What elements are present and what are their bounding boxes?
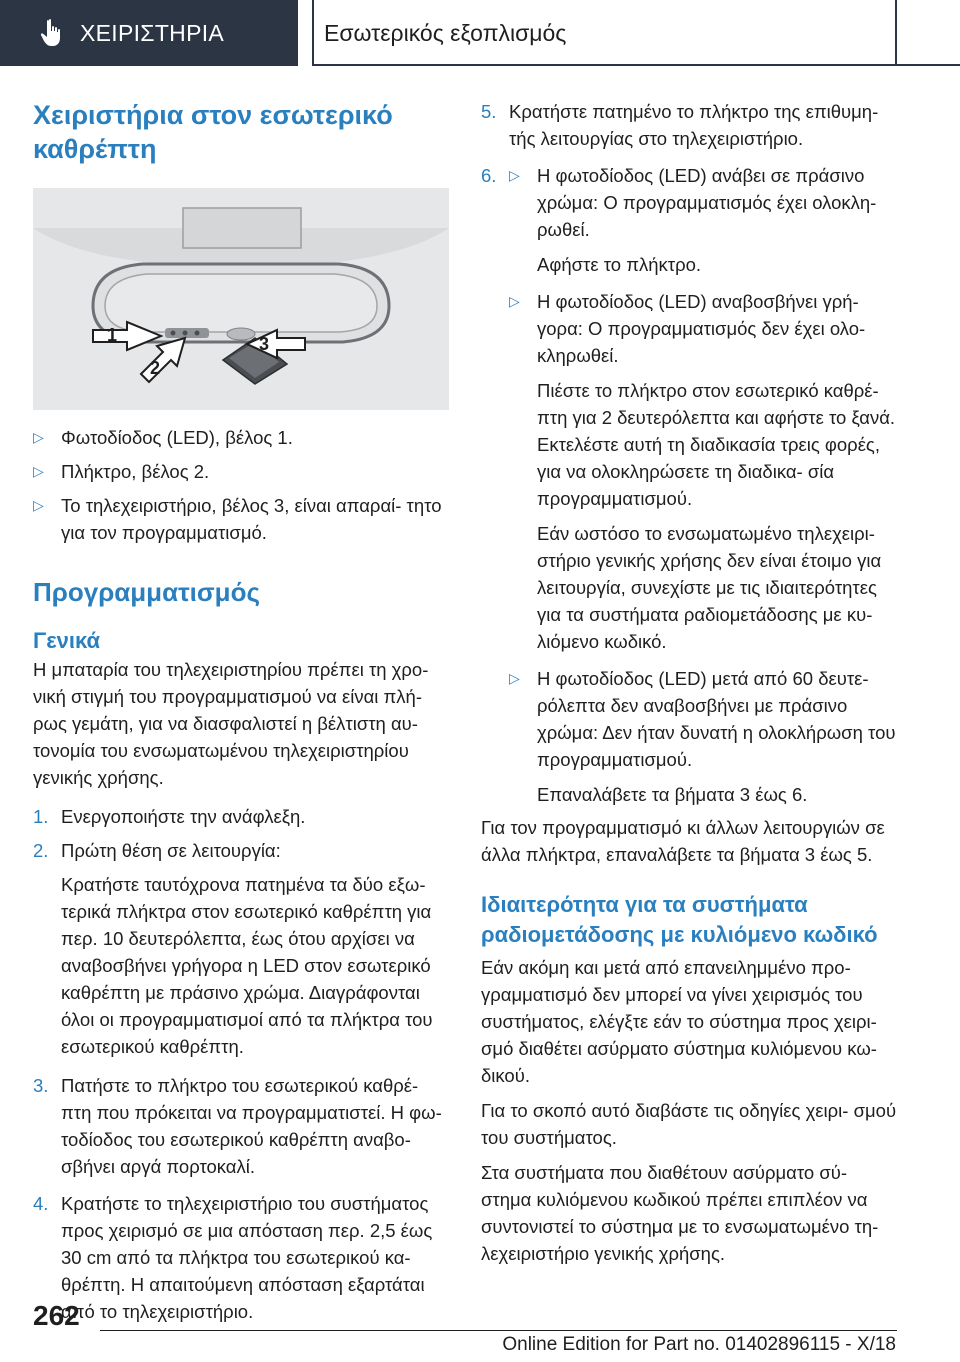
header-underline — [312, 64, 960, 66]
step-2 — [33, 837, 449, 864]
page-title: Χειριστήρια στον εσωτερικό καθρέπτη — [33, 100, 393, 164]
bullet-triangle-icon: ▷ — [509, 670, 520, 686]
step-number: 1. — [33, 806, 49, 827]
step-3 — [33, 1072, 449, 1180]
hand-pointer-icon — [40, 18, 66, 48]
step-number: 4. — [33, 1193, 49, 1214]
step-number: 6. — [481, 165, 497, 186]
chapter-tab-label: ΧΕΙΡΙΣΤΗΡΙΑ — [80, 19, 225, 46]
result-bullet-no-green — [481, 665, 897, 773]
result-bullet-text: Η φωτοδίοδος (LED) αναβοσβήνει γρή‐ γορα: Ο προγραμματισμός δεν έχει ολο‐ κληρωθεί. — [537, 291, 866, 366]
fast-blink-note-1: Πιέστε το πλήκτρο στον εσωτερικό καθρέ‐ πτη για 2 δευτερόλεπτα και αφήστε το ξανά. Εκτελέστε αυτή τη διαδικασία τρεις φορές, για να ολοκληρώσετε τη διαδικα‐ σία προγραμματισμού. — [537, 380, 896, 509]
bullet-triangle-icon: ▷ — [33, 429, 44, 445]
no-green-note: Επαναλάβετε τα βήματα 3 έως 6. — [537, 784, 808, 805]
step-text: Πρώτη θέση σε λειτουργία: — [61, 840, 281, 861]
header-gap — [298, 0, 312, 66]
step-number: 5. — [481, 101, 497, 122]
left-column — [33, 98, 449, 1325]
figure-bullet-led — [33, 424, 449, 451]
rolling-code-paragraph-3: Στα συστήματα που διαθέτουν ασύρματο σύ‐ στημα κυλιόμενου κωδικού πρέπει επιπλέον να συντονιστεί το σύστημα με το ενσωματωμένο τη‐ λεχειριστήριο γενικής χρήσης. — [481, 1162, 879, 1264]
step-4 — [33, 1190, 449, 1325]
result-bullet-text: Η φωτοδίοδος (LED) μετά από 60 δευτε‐ ρόλεπτα δεν αναβοσβήνει με πράσινο χρώμα: Δεν ήταν δυνατή η ολοκλήρωση του προγραμματισμού. — [537, 668, 896, 770]
mirror-illustration — [33, 188, 449, 410]
step-text: Ενεργοποιήστε την ανάφλεξη. — [61, 806, 306, 827]
step-text: Κρατήστε το τηλεχειριστήριο του συστήματος προς χειρισμό σε μια απόσταση περ. 2,5 έως 30 cm από τα πλήκτρα του εσωτερικού κα‐ θρέπτη. Η απαιτούμενη απόσταση εξαρτάται από το τηλεχειριστήριο. — [61, 1193, 433, 1322]
bullet-triangle-icon: ▷ — [509, 293, 520, 309]
figure-bullet-remote — [33, 492, 449, 546]
step-text: Η φωτοδίοδος (LED) ανάβει σε πράσινο χρώμα: Ο προγραμματισμός έχει ολοκλη‐ ρωθεί. — [537, 165, 877, 240]
bullet-triangle-icon: ▷ — [33, 463, 44, 479]
other-functions-paragraph: Για τον προγραμματισμό κι άλλων λειτουργιών σε άλλα πλήκτρα, επαναλάβετε τα βήματα 3 έως 5. — [481, 817, 885, 865]
page-number: 262 — [33, 1300, 80, 1331]
figure-bullet-text: Φωτοδίοδος (LED), βέλος 1. — [61, 427, 293, 448]
right-column — [481, 98, 897, 1267]
rolling-code-title: Ιδιαιτερότητα για τα συστήματα ραδιομετάδοσης με κυλιόμενο κωδικό — [481, 892, 878, 947]
result-bullet-fast-blink — [481, 288, 897, 369]
chapter-tab[interactable] — [0, 0, 298, 66]
step-5 — [481, 98, 897, 152]
step-number: 3. — [33, 1075, 49, 1096]
section-breadcrumb — [312, 0, 960, 66]
bullet-triangle-icon: ▷ — [509, 167, 520, 183]
step-1 — [33, 803, 449, 830]
subsection-title: Γενικά — [33, 628, 101, 653]
step-6-note: Αφήστε το πλήκτρο. — [537, 254, 702, 275]
callout-3: 3 — [259, 334, 270, 354]
figure-bullet-button — [33, 458, 449, 485]
section-breadcrumb-label: Εσωτερικός εξοπλισμός — [324, 19, 567, 46]
callout-1: 1 — [107, 325, 118, 345]
header-divider-right — [895, 0, 897, 66]
step-6 — [481, 162, 897, 243]
footer-divider — [100, 1330, 897, 1331]
intro-paragraph: Η μπαταρία του τηλεχειριστηρίου πρέπει τη χρο‐ νική στιγμή του προγραμματισμού να είναι πλή‐ ρως γεμάτη, για να διασφαλιστεί η βέλτιστη αυ‐ τονομία του ενσωματωμένου τηλεχειριστηρίου γενικής χρήσης. — [33, 659, 429, 788]
step-text: Κρατήστε πατημένο το πλήκτρο της επιθυμη‐ τής λειτουργίας στο τηλεχειριστήριο. — [509, 101, 879, 149]
step-number: 2. — [33, 840, 49, 861]
step-text: Πατήστε το πλήκτρο του εσωτερικού καθρέ‐ πτη που πρόκειται να προγραμματιστεί. Η φω‐ τοδίοδος του εσωτερικού καθρέπτη αναβο‐ σβήνει αργά πορτοκαλί. — [61, 1075, 442, 1177]
mirror-figure — [33, 188, 449, 410]
step-2-detail: Κρατήστε ταυτόχρονα πατημένα τα δύο εξω‐ τερικά πλήκτρα στον εσωτερικό καθρέπτη για περ. 10 δευτερόλεπτα, έως ότου αρχίσει να αναβοσβήνει γρήγορα η LED στον εσωτερικό καθρέπτη με πράσινο χρώμα. Διαγράφονται όλοι οι προγραμματισμοί από τα πλήκτρα του εσωτερικού καθρέπτη. — [61, 874, 433, 1057]
edition-footer: Online Edition for Part no. 01402896115 - X/18 — [502, 1334, 896, 1355]
page-header — [0, 0, 960, 66]
section-title: Προγραμματισμός — [33, 577, 260, 607]
fast-blink-note-2: Εάν ωστόσο το ενσωματωμένο τηλεχειρι‐ στήριο γενικής χρήσης δεν είναι έτοιμο για λειτουργία, συνεχίστε με τις ιδιαιτερότητες για τα συστήματα ραδιομετάδοσης με κυ‐ λιόμενο κωδικό. — [537, 523, 882, 652]
rolling-code-paragraph-2: Για το σκοπό αυτό διαβάστε τις οδηγίες χειρι‐ σμού του συστήματος. — [481, 1100, 897, 1148]
figure-bullet-text: Το τηλεχειριστήριο, βέλος 3, είναι απαραί‐ τητο για τον προγραμματισμό. — [61, 495, 442, 543]
callout-2: 2 — [150, 358, 161, 378]
figure-bullet-text: Πλήκτρο, βέλος 2. — [61, 461, 210, 482]
rolling-code-paragraph-1: Εάν ακόμη και μετά από επανειλημμένο προ‐ γραμματισμό δεν μπορεί να γίνει χειρισμός του συστήματος, ελέγξτε εάν το σύστημα προς χειρι‐ σμό διαθέτει ασύρματο σύστημα κυλιόμενου κω‐ δικού. — [481, 957, 877, 1086]
bullet-triangle-icon: ▷ — [33, 497, 44, 513]
